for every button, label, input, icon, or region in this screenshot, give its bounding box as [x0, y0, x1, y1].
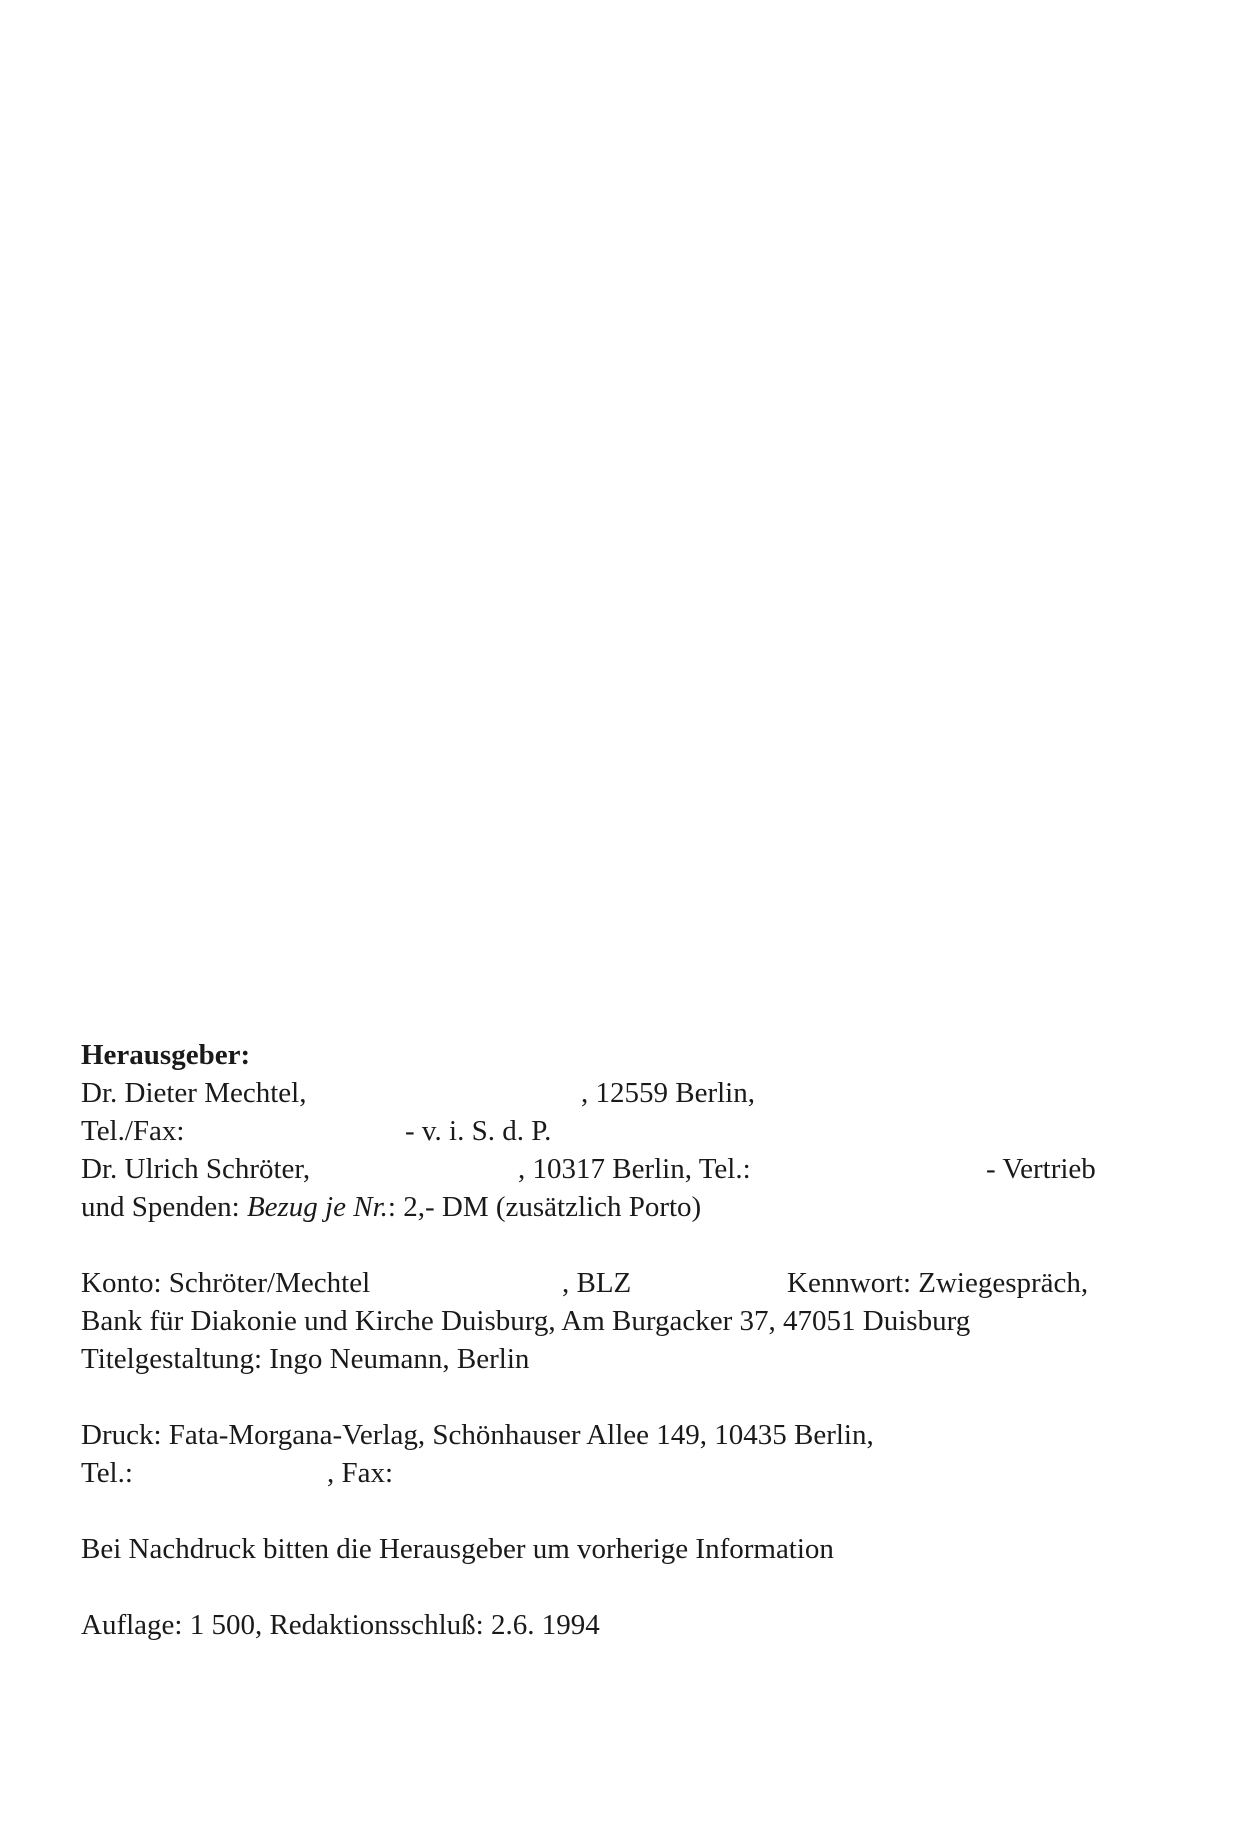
- print-fax-label: , Fax:: [327, 1457, 394, 1489]
- print-tel-label: Tel.:: [81, 1457, 133, 1489]
- editor2-role: - Vertrieb: [986, 1153, 1096, 1185]
- editor2-city: , 10317 Berlin, Tel.:: [518, 1153, 751, 1185]
- edition-line: [81, 1606, 1121, 1644]
- bank-text: Bank für Diakonie und Kirche Duisburg, Am Burgacker 37, 47051 Duisburg: [81, 1305, 971, 1337]
- editor1-role: - v. i. S. d. P.: [405, 1115, 552, 1147]
- cover-design-text: Titelgestaltung: Ingo Neumann, Berlin: [81, 1343, 530, 1375]
- editor2-line: [81, 1150, 1121, 1188]
- imprint-block: [81, 1036, 1121, 1644]
- editor1-contact-line: [81, 1112, 1121, 1150]
- account-label: Konto: Schröter/Mechtel: [81, 1267, 371, 1299]
- account-keyword: Kennwort: Zwiegespräch,: [787, 1267, 1089, 1299]
- publisher-heading-line: [81, 1036, 1121, 1074]
- editor1-name: Dr. Dieter Mechtel,: [81, 1077, 307, 1109]
- editor2-name: Dr. Ulrich Schröter,: [81, 1153, 311, 1185]
- editor1-line: [81, 1074, 1121, 1112]
- distribution-suffix: : 2,- DM (zusätzlich Porto): [387, 1191, 702, 1223]
- account-blz: , BLZ: [562, 1267, 632, 1299]
- reprint-notice-text: Bei Nachdruck bitten die Herausgeber um vorherige Information: [81, 1533, 834, 1565]
- reprint-notice-line: [81, 1530, 1121, 1568]
- editor1-tel-label: Tel./Fax:: [81, 1115, 185, 1147]
- publisher-heading: Herausgeber:: [81, 1039, 251, 1071]
- distribution-italic: Bezug je Nr.: [246, 1191, 388, 1223]
- distribution-text: [81, 1188, 701, 1226]
- bank-line: [81, 1302, 1121, 1340]
- distribution-prefix: und Spenden:: [81, 1191, 247, 1223]
- account-line: [81, 1264, 1121, 1302]
- cover-design-line: [81, 1340, 1121, 1378]
- print-line: [81, 1416, 1121, 1454]
- distribution-line: [81, 1188, 1121, 1226]
- editor1-city: , 12559 Berlin,: [581, 1077, 755, 1109]
- print-text: Druck: Fata-Morgana-Verlag, Schönhauser Allee 149, 10435 Berlin,: [81, 1419, 874, 1451]
- print-contact-line: [81, 1454, 1121, 1492]
- edition-text: Auflage: 1 500, Redaktionsschluß: 2.6. 1994: [81, 1609, 600, 1641]
